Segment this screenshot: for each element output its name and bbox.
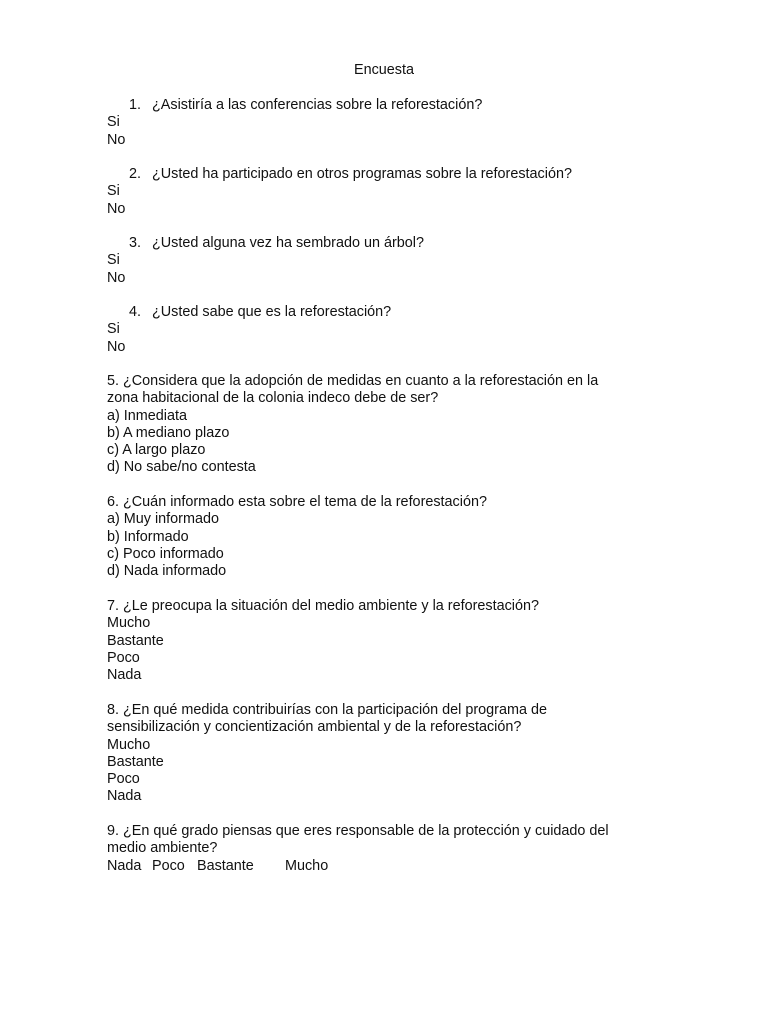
question-3-number: 3. [129,235,142,251]
question-1-option-si: Si [107,114,120,131]
question-9-option-nada: Nada [107,857,142,874]
question-7-option-mucho: Mucho [107,615,151,632]
question-4-text: ¿Usted sabe que es la reforestación? [152,304,392,320]
question-2-text: ¿Usted ha participado en otros programas sobre la reforestación? [152,166,572,182]
question-5-option-a: a) Inmediata [107,407,187,424]
question-7-option-poco: Poco [107,649,140,666]
question-3-heading [107,235,667,252]
question-5 [107,373,667,477]
question-9 [107,823,667,875]
question-6-option-c: c) Poco informado [107,545,224,562]
question-2-number: 2. [129,166,142,182]
question-1-option-no: No [107,131,126,148]
question-9-options-row [107,858,667,875]
question-2-option-no: No [107,200,126,217]
question-3-option-si: Si [107,252,120,269]
question-8-option-nada: Nada [107,788,142,805]
question-3-text: ¿Usted alguna vez ha sembrado un árbol? [152,235,424,251]
question-6-option-a: a) Muy informado [107,511,219,528]
question-2 [107,166,667,218]
question-5-option-d: d) No sabe/no contesta [107,459,256,476]
question-1 [107,97,667,149]
question-7 [107,598,667,684]
question-5-option-b: b) A mediano plazo [107,424,230,441]
question-8-text-line-1: 8. ¿En qué medida contribuirías con la participación del programa de [107,702,547,718]
question-8-option-mucho: Mucho [107,736,151,753]
question-4-heading [107,304,667,321]
question-4-number: 4. [129,304,142,320]
question-7-option-bastante: Bastante [107,632,164,649]
question-9-option-poco: Poco [152,857,185,874]
question-9-option-bastante: Bastante [197,857,254,874]
question-5-text-line-2: zona habitacional de la colonia indeco debe de ser? [107,390,439,407]
question-7-option-nada: Nada [107,667,142,684]
question-8-option-bastante: Bastante [107,753,164,770]
question-8 [107,702,667,806]
question-5-option-c: c) A largo plazo [107,442,206,459]
question-4-option-si: Si [107,321,120,338]
question-2-option-si: Si [107,183,120,200]
question-7-text: 7. ¿Le preocupa la situación del medio ambiente y la reforestación? [107,598,539,614]
question-1-number: 1. [129,97,142,113]
question-3-option-no: No [107,269,126,286]
question-6-text: 6. ¿Cuán informado esta sobre el tema de la reforestación? [107,494,487,510]
question-4 [107,304,667,356]
question-6-option-b: b) Informado [107,528,189,545]
question-5-text-line-1: 5. ¿Considera que la adopción de medidas en cuanto a la reforestación en la [107,373,599,389]
question-1-text: ¿Asistiría a las conferencias sobre la reforestación? [152,97,483,113]
question-8-text-line-2: sensibilización y concientización ambiental y de la reforestación? [107,719,522,736]
question-1-heading [107,97,667,114]
question-2-heading [107,166,667,183]
question-6 [107,494,667,580]
question-3 [107,235,667,287]
question-9-option-mucho: Mucho [285,857,329,874]
question-8-option-poco: Poco [107,771,140,788]
question-9-text-line-2: medio ambiente? [107,840,218,857]
survey-title: Encuesta [353,62,414,78]
question-6-option-d: d) Nada informado [107,563,227,580]
question-4-option-no: No [107,338,126,355]
question-9-text-line-1: 9. ¿En qué grado piensas que eres responsable de la protección y cuidado del [107,823,609,839]
